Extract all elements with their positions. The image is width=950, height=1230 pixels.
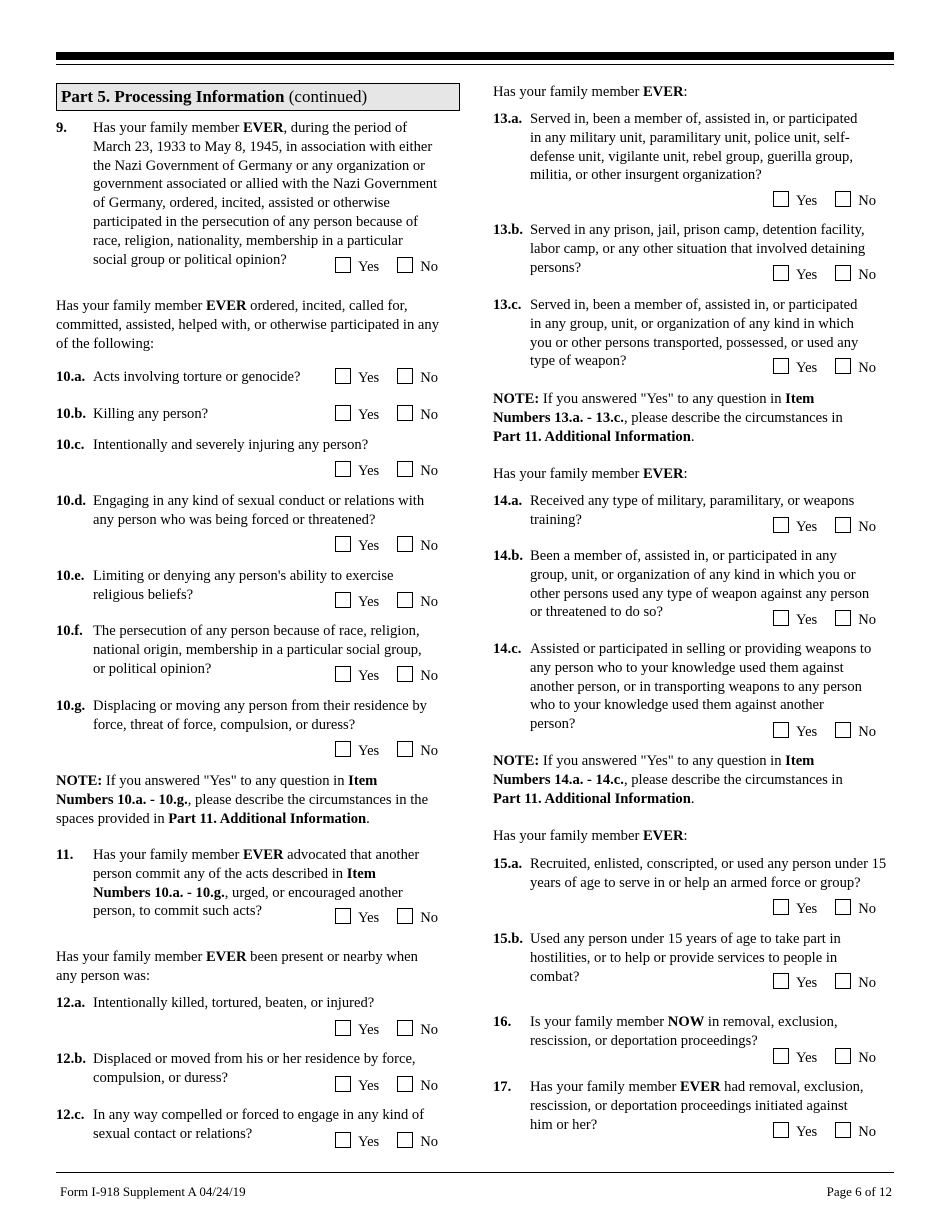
note-10: NOTE: If you answered "Yes" to any question in Item Numbers 10.a. - 10.g., please describe the circumstances in the spaces provided in Part 11. Additional Information.: [56, 773, 429, 827]
note-14: NOTE: If you answered "Yes" to any question in Item Numbers 14.a. - 14.c., please describe the circumstances in Part 11. Additional Information.: [493, 753, 843, 807]
no-checkbox[interactable]: [835, 265, 851, 281]
yes-no-10a: Yes No: [335, 368, 438, 387]
question-15b: 15.b. Used any person under 15 years of age to take part in hostilities, or to help or provide services to people in combat?: [493, 931, 841, 985]
item-number: 10.g.: [56, 698, 86, 714]
yes-no-13a: Yes No: [773, 191, 876, 210]
no-checkbox[interactable]: [397, 405, 413, 421]
yes-no-16: Yes No: [773, 1048, 876, 1067]
yes-no-10b: Yes No: [335, 405, 438, 424]
item-number: 10.c.: [56, 437, 85, 453]
no-checkbox[interactable]: [835, 973, 851, 989]
yes-no-10c: Yes No: [335, 461, 438, 480]
yes-no-15a: Yes No: [773, 899, 876, 918]
item-number: 10.b.: [56, 406, 87, 422]
yes-checkbox[interactable]: [773, 358, 789, 374]
yes-checkbox[interactable]: [335, 257, 351, 273]
question-12b: 12.b. Displaced or moved from his or her residence by force, compulsion, or duress?: [56, 1051, 416, 1086]
yes-no-10e: Yes No: [335, 592, 438, 611]
question-14b: 14.b. Been a member of, assisted in, or participated in any group, unit, or organization of any kind in which you or other persons used any type of weapon against any person or threatened to do so?: [493, 548, 870, 621]
yes-no-10d: Yes No: [335, 536, 438, 555]
yes-checkbox[interactable]: [773, 899, 789, 915]
yes-no-12b: Yes No: [335, 1076, 438, 1095]
yes-checkbox[interactable]: [773, 973, 789, 989]
intro-10: Has your family member EVER ordered, incited, called for, committed, assisted, helped with, or otherwise participated in any of the following:: [56, 298, 439, 352]
item-number: 14.c.: [493, 641, 522, 657]
no-checkbox[interactable]: [397, 1076, 413, 1092]
yes-no-12a: Yes No: [335, 1020, 438, 1039]
yes-checkbox[interactable]: [773, 1122, 789, 1138]
page-number: Page 6 of 12: [826, 1184, 892, 1199]
part-title: Part 5. Processing Information: [61, 87, 285, 106]
yes-no-15b: Yes No: [773, 973, 876, 992]
no-checkbox[interactable]: [835, 191, 851, 207]
yes-no-13b: Yes No: [773, 265, 876, 284]
item-number: 10.f.: [56, 623, 83, 639]
no-checkbox[interactable]: [397, 666, 413, 682]
item-number: 17.: [493, 1079, 512, 1095]
yes-checkbox[interactable]: [335, 536, 351, 552]
no-checkbox[interactable]: [835, 899, 851, 915]
item-number: 14.a.: [493, 493, 523, 509]
item-number: 10.a.: [56, 369, 86, 385]
item-number: 14.b.: [493, 548, 524, 564]
part-title-continued: (continued): [284, 87, 368, 106]
question-17: 17. Has your family member EVER had removal, exclusion, rescission, or deportation proceedings initiated against him or her?: [493, 1079, 864, 1133]
question-10g: 10.g. Displacing or moving any person from their residence by force, threat of force, compulsion, or duress?: [56, 698, 427, 733]
yes-no-10g: Yes No: [335, 741, 438, 760]
question-10b: 10.b. Killing any person?: [56, 406, 209, 422]
yes-checkbox[interactable]: [335, 1132, 351, 1148]
yes-no-10f: Yes No: [335, 666, 438, 685]
no-checkbox[interactable]: [835, 1122, 851, 1138]
item-number: 10.e.: [56, 568, 85, 584]
top-rule-thin: [56, 64, 894, 65]
yes-no-17: Yes No: [773, 1122, 876, 1141]
item-number: 12.b.: [56, 1051, 87, 1067]
no-checkbox[interactable]: [835, 517, 851, 533]
yes-no-14c: Yes No: [773, 722, 876, 741]
question-15a: 15.a. Recruited, enlisted, conscripted, or used any person under 15 years of age to serve in or help an armed force or group?: [493, 856, 887, 891]
question-13a: 13.a. Served in, been a member of, assisted in, or participated in any military unit, paramilitary unit, police unit, self- defense unit, vigilante unit, rebel group, guerilla group, militia, or other insurgent organization?: [493, 111, 858, 184]
intro-12: Has your family member EVER been present or nearby when any person was:: [56, 949, 418, 984]
part-5-header: [56, 83, 460, 111]
yes-checkbox[interactable]: [335, 1076, 351, 1092]
yes-no-11: Yes No: [335, 908, 438, 927]
no-checkbox[interactable]: [397, 592, 413, 608]
item-number: 12.a.: [56, 995, 86, 1011]
question-12c: 12.c. In any way compelled or forced to engage in any kind of sexual contact or relations?: [56, 1107, 425, 1142]
yes-checkbox[interactable]: [773, 191, 789, 207]
question-13b: 13.b. Served in any prison, jail, prison camp, detention facility, labor camp, or any other situation that involved detaining persons?: [493, 222, 866, 276]
footer-rule: [56, 1172, 894, 1173]
question-14c: 14.c. Assisted or participated in selling or providing weapons to any person who to your knowledge used them against another person, or in transporting weapons to any person who to your knowledge used them against another person?: [493, 641, 872, 733]
no-checkbox[interactable]: [397, 368, 413, 384]
intro-15: Has your family member EVER:: [493, 828, 688, 844]
yes-checkbox[interactable]: [773, 722, 789, 738]
question-13c: 13.c. Served in, been a member of, assisted in, or participated in any group, unit, or organization of any kind in which you or other persons transported, possessed, or used any type of weapon?: [493, 297, 859, 370]
item-number: 11.: [56, 847, 74, 863]
question-text: Has your family member EVER, during the period of March 23, 1933 to May 8, 1945, in association with either the Nazi Government of Germany or any organization or government associated or allied with the Nazi Government of Germany, ordered, incited, assisted or otherwise participated in the persecution of any person because of race, religion, nationality, membership in a particular social group or political opinion?: [93, 120, 438, 268]
yes-no-14a: Yes No: [773, 517, 876, 536]
yes-checkbox[interactable]: [335, 908, 351, 924]
question-16: 16. Is your family member NOW in removal, exclusion, rescission, or deportation proceedings?: [493, 1014, 838, 1049]
intro-14: Has your family member EVER:: [493, 466, 688, 482]
yes-checkbox[interactable]: [335, 592, 351, 608]
no-checkbox[interactable]: [835, 610, 851, 626]
no-checkbox[interactable]: [835, 1048, 851, 1064]
no-checkbox[interactable]: [397, 908, 413, 924]
question-12a: 12.a. Intentionally killed, tortured, beaten, or injured?: [56, 995, 375, 1011]
no-checkbox[interactable]: [835, 722, 851, 738]
item-number: 13.a.: [493, 111, 523, 127]
yes-checkbox[interactable]: [335, 1020, 351, 1036]
no-checkbox[interactable]: [835, 358, 851, 374]
intro-13: Has your family member EVER:: [493, 84, 688, 100]
question-10c: 10.c. Intentionally and severely injuring any person?: [56, 437, 369, 453]
question-10e: 10.e. Limiting or denying any person's ability to exercise religious beliefs?: [56, 568, 394, 603]
yes-checkbox[interactable]: [335, 368, 351, 384]
yes-checkbox[interactable]: [335, 666, 351, 682]
question-10a: 10.a. Acts involving torture or genocide?: [56, 369, 301, 385]
yes-checkbox[interactable]: [335, 405, 351, 421]
question-14a: 14.a. Received any type of military, paramilitary, or weapons training?: [493, 493, 855, 528]
yes-no-9: Yes No: [335, 257, 438, 276]
no-checkbox[interactable]: [397, 461, 413, 477]
item-number: 13.b.: [493, 222, 524, 238]
yes-checkbox[interactable]: [335, 461, 351, 477]
yes-checkbox[interactable]: [773, 1048, 789, 1064]
item-number: 15.b.: [493, 931, 524, 947]
no-checkbox[interactable]: [397, 1020, 413, 1036]
yes-checkbox[interactable]: [773, 517, 789, 533]
yes-no-13c: Yes No: [773, 358, 876, 377]
question-9: [56, 119, 466, 279]
item-number: 13.c.: [493, 297, 522, 313]
item-number: 12.c.: [56, 1107, 85, 1123]
item-number: 10.d.: [56, 493, 87, 509]
no-checkbox[interactable]: [397, 1132, 413, 1148]
question-10d: 10.d. Engaging in any kind of sexual conduct or relations with any person who was being forced or threatened?: [56, 493, 425, 528]
yes-no-14b: Yes No: [773, 610, 876, 629]
yes-checkbox[interactable]: [335, 741, 351, 757]
top-rule-thick: [56, 52, 894, 60]
note-13: NOTE: If you answered "Yes" to any question in Item Numbers 13.a. - 13.c., please describe the circumstances in Part 11. Additional Information.: [493, 391, 843, 445]
item-number: 9.: [56, 120, 67, 136]
no-checkbox[interactable]: [397, 741, 413, 757]
item-number: 16.: [493, 1014, 512, 1030]
question-10f: 10.f. The persecution of any person because of race, religion, national origin, membership in a particular social group, or political opinion?: [56, 623, 422, 677]
question-11: 11. Has your family member EVER advocated that another person commit any of the acts described in Item Numbers 10.a. - 10.g., urged, or encouraged another person, to commit such acts?: [56, 847, 420, 920]
form-id: Form I-918 Supplement A 04/24/19: [60, 1184, 246, 1199]
yes-checkbox[interactable]: [773, 265, 789, 281]
no-checkbox[interactable]: [397, 257, 413, 273]
yes-checkbox[interactable]: [773, 610, 789, 626]
no-checkbox[interactable]: [397, 536, 413, 552]
yes-no-12c: Yes No: [335, 1132, 438, 1151]
item-number: 15.a.: [493, 856, 523, 872]
